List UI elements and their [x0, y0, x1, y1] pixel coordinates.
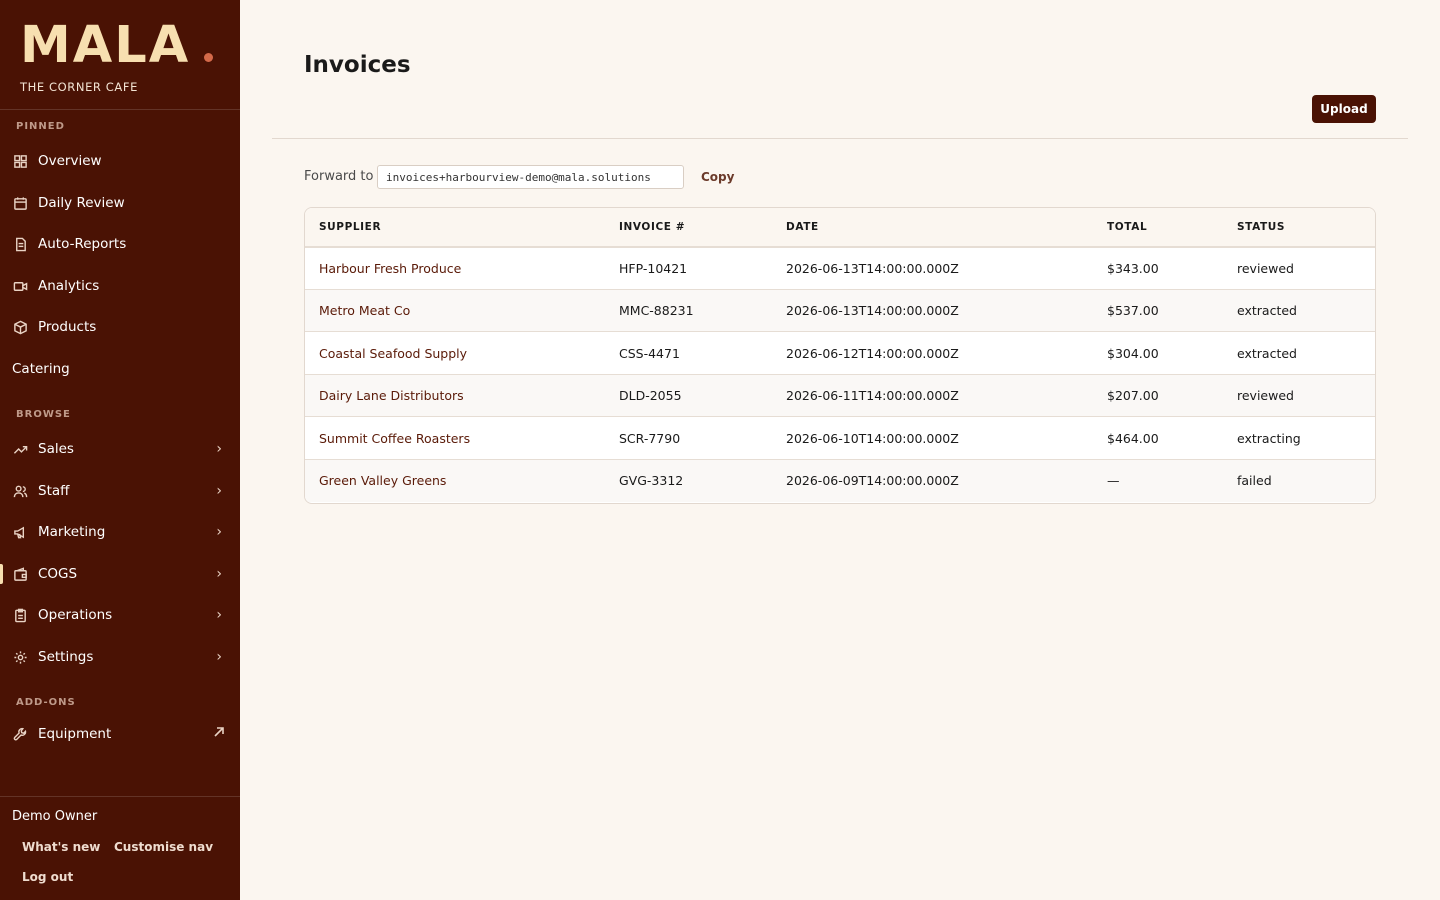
copy-button[interactable]: Copy — [701, 170, 735, 184]
sidebar-item-label: Equipment — [38, 726, 112, 742]
supplier-link[interactable]: Summit Coffee Roasters — [319, 431, 471, 446]
forward-email-field[interactable]: invoices+harbourview-demo@mala.solutions — [377, 165, 684, 189]
sidebar-item-label: COGS — [38, 566, 78, 582]
sidebar-item-marketing[interactable] — [0, 512, 240, 552]
sidebar-item-settings[interactable] — [0, 637, 240, 677]
invoice-total: $304.00 — [1107, 346, 1159, 361]
invoice-number: CSS-4471 — [619, 346, 680, 361]
megaphone-icon — [12, 524, 28, 540]
supplier-link[interactable]: Harbour Fresh Produce — [319, 261, 462, 276]
video-icon — [12, 278, 28, 294]
invoice-total: $207.00 — [1107, 388, 1159, 403]
upload-button[interactable]: Upload — [1312, 95, 1376, 123]
calendar-icon — [12, 195, 28, 211]
supplier-link[interactable]: Dairy Lane Distributors — [319, 388, 464, 403]
invoice-status: failed — [1237, 473, 1272, 488]
sidebar-item-label: Operations — [38, 607, 113, 623]
chevron-right-icon: › — [216, 483, 222, 499]
box-icon — [12, 319, 28, 335]
invoice-number: SCR-7790 — [619, 431, 681, 446]
sidebar-item-operations[interactable] — [0, 595, 240, 635]
table-header — [305, 208, 1376, 248]
tagline: THE CORNER CAFE — [20, 80, 138, 94]
sidebar-item-cogs[interactable] — [0, 554, 240, 594]
invoice-date: 2026-06-09T14:00:00.000Z — [786, 473, 959, 488]
whats-new-link[interactable]: What's new — [22, 840, 101, 854]
table-row[interactable] — [305, 460, 1376, 502]
sidebar-footer — [0, 796, 240, 900]
sidebar-item-label: Products — [38, 319, 97, 335]
sidebar-item-staff[interactable] — [0, 471, 240, 511]
column-header-status[interactable]: STATUS — [1237, 221, 1286, 233]
table-row[interactable] — [305, 333, 1376, 375]
chevron-right-icon: › — [216, 566, 222, 582]
invoice-status: extracted — [1237, 346, 1297, 361]
table-row[interactable] — [305, 248, 1376, 290]
invoice-status: extracting — [1237, 431, 1301, 446]
column-header-supplier[interactable]: SUPPLIER — [319, 221, 382, 233]
logo-dot — [204, 53, 213, 62]
supplier-link[interactable]: Coastal Seafood Supply — [319, 346, 468, 361]
clipboard-icon — [12, 607, 28, 623]
sidebar-item-catering[interactable] — [0, 349, 240, 389]
sidebar — [0, 0, 240, 900]
sidebar-item-label: Auto-Reports — [38, 236, 127, 252]
invoice-date: 2026-06-10T14:00:00.000Z — [786, 431, 959, 446]
section-label-pinned: PINNED — [16, 121, 65, 132]
sidebar-item-label: Analytics — [38, 278, 100, 294]
document-icon — [12, 236, 28, 252]
sidebar-item-label: Staff — [38, 483, 70, 499]
section-label-browse: BROWSE — [16, 409, 71, 420]
invoice-total: $464.00 — [1107, 431, 1159, 446]
sidebar-item-equipment[interactable] — [0, 714, 240, 754]
invoice-date: 2026-06-12T14:00:00.000Z — [786, 346, 959, 361]
invoice-date: 2026-06-13T14:00:00.000Z — [786, 261, 959, 276]
table-row[interactable] — [305, 418, 1376, 460]
forward-label: Forward to — [304, 169, 374, 184]
trend-icon — [12, 441, 28, 457]
chevron-right-icon: › — [216, 649, 222, 665]
brand — [0, 0, 240, 110]
chevron-right-icon: › — [216, 524, 222, 540]
invoice-number: GVG-3312 — [619, 473, 684, 488]
sidebar-item-auto-reports[interactable] — [0, 224, 240, 264]
invoice-total: $343.00 — [1107, 261, 1159, 276]
invoice-total: — — [1107, 473, 1120, 488]
header-divider — [272, 138, 1408, 139]
account-name: Demo Owner — [12, 809, 98, 824]
column-header-invoice[interactable]: INVOICE # — [619, 221, 686, 233]
sidebar-item-label: Daily Review — [38, 195, 125, 211]
wrench-icon — [12, 726, 28, 742]
gear-icon — [12, 649, 28, 665]
customise-nav-link[interactable]: Customise nav — [114, 840, 214, 854]
column-header-total[interactable]: TOTAL — [1107, 221, 1148, 233]
users-icon — [12, 483, 28, 499]
wallet-icon — [12, 566, 28, 582]
sidebar-item-label: Marketing — [38, 524, 106, 540]
sidebar-item-label: Overview — [38, 153, 102, 169]
chevron-right-icon: › — [216, 607, 222, 623]
invoice-number: MMC-88231 — [619, 303, 694, 318]
invoice-status: reviewed — [1237, 388, 1294, 403]
invoice-number: DLD-2055 — [619, 388, 682, 403]
sidebar-item-analytics[interactable] — [0, 266, 240, 306]
invoice-total: $537.00 — [1107, 303, 1159, 318]
page-title: Invoices — [304, 52, 411, 78]
sidebar-item-label: Sales — [38, 441, 74, 457]
grid-icon — [12, 153, 28, 169]
table-row[interactable] — [305, 375, 1376, 417]
sidebar-item-sales[interactable] — [0, 429, 240, 469]
invoice-status: extracted — [1237, 303, 1297, 318]
chevron-right-icon: › — [216, 441, 222, 457]
logout-link[interactable]: Log out — [22, 870, 74, 884]
logo[interactable]: MALA — [20, 16, 191, 75]
section-label-addons: ADD-ONS — [16, 697, 76, 708]
sidebar-item-label: Settings — [38, 649, 94, 665]
invoice-status: reviewed — [1237, 261, 1294, 276]
sidebar-item-label: Catering — [12, 361, 70, 377]
invoice-date: 2026-06-13T14:00:00.000Z — [786, 303, 959, 318]
external-link-icon — [212, 725, 226, 739]
sidebar-item-overview[interactable] — [0, 141, 240, 181]
supplier-link[interactable]: Green Valley Greens — [319, 473, 447, 488]
active-indicator — [0, 564, 3, 584]
invoice-number: HFP-10421 — [619, 261, 688, 276]
sidebar-item-products[interactable] — [0, 307, 240, 347]
table-row[interactable] — [305, 290, 1376, 332]
invoices-table — [304, 207, 1376, 504]
sidebar-item-daily-review[interactable] — [0, 183, 240, 223]
invoice-date: 2026-06-11T14:00:00.000Z — [786, 388, 959, 403]
column-header-date[interactable]: DATE — [786, 221, 819, 233]
supplier-link[interactable]: Metro Meat Co — [319, 303, 411, 318]
